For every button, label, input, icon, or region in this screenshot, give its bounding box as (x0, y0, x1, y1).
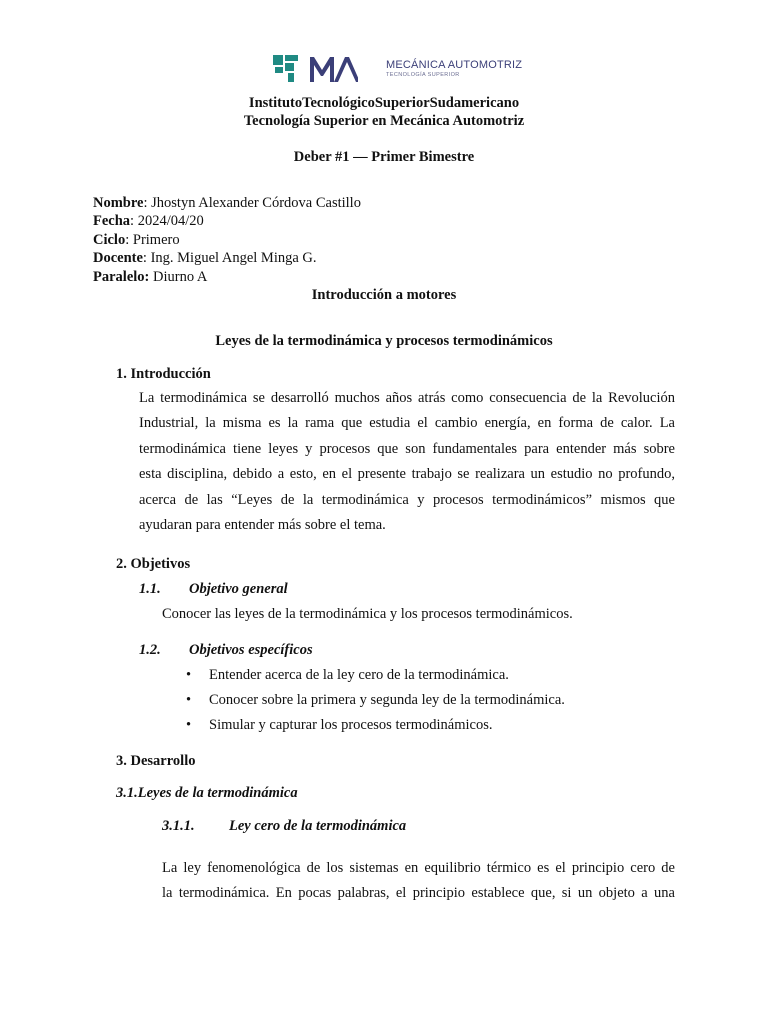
section-heading-desarrollo: 3. Desarrollo (116, 753, 196, 769)
section-heading-objetivos: 2. Objetivos (116, 556, 191, 572)
subheading-leyes-termodinamica: 3.1.Leyes de la termodinámica (116, 785, 298, 801)
list-item: • Simular y capturar los procesos termodinámicos. (186, 717, 493, 733)
subheading-ley-cero: 3.1.1. Ley cero de la termodinámica (162, 818, 407, 834)
ley-cero-paragraph: La ley fenomenológica de los sistemas en equilibrio térmico es el principio cero de la termodinámica. En pocas palabras, el principio establece que, si un objeto a una (162, 860, 675, 902)
intro-paragraph: La termodinámica se desarrolló muchos años atrás como consecuencia de la Revolución Industrial, la misma es la rama que estudia el cambio energía, en forma de calor. La termodinámica tiene leyes y procesos que son fundamentales para entender más sobre esta disciplina, debido a esto, en el presente trabajo se realizara un estudio no profundo, acerca de las “Leyes de la termodinámica y procesos termodinámicos” mismos que ayudaran para entender más sobre el tema. (139, 390, 675, 534)
info-name: Nombre: Jhostyn Alexander Córdova Castillo (93, 195, 361, 211)
objetivo-general-text: Conocer las leyes de la termodinámica y los procesos termodinámicos. (162, 606, 573, 622)
list-item: • Conocer sobre la primera y segunda ley de la termodinámica. (186, 692, 565, 708)
info-cycle: Ciclo: Primero (93, 232, 180, 248)
subheading-objetivos-especificos: 1.2. Objetivos específicos (139, 642, 313, 658)
info-parallel: Paralelo: Diurno A (93, 269, 208, 285)
section-heading-introduccion: 1. Introducción (116, 366, 211, 382)
institute-logo (272, 52, 523, 88)
list-item: • Entender acerca de la ley cero de la termodinámica. (186, 667, 509, 683)
logo-title: MECÁNICA AUTOMOTRIZ (386, 59, 523, 71)
institute-name: InstitutoTecnológicoSuperiorSudamericano (248, 95, 520, 111)
document-title: Leyes de la termodinámica y procesos termodinámicos (215, 333, 553, 349)
objetivos-especificos-list (186, 667, 565, 742)
info-teacher: Docente: Ing. Miguel Angel Minga G. (93, 250, 317, 266)
career-name: Tecnología Superior en Mecánica Automotriz (243, 113, 525, 129)
subheading-objetivo-general: 1.1. Objetivo general (139, 581, 288, 597)
info-date: Fecha: 2024/04/20 (93, 213, 204, 229)
logo-subtitle: TECNOLOGÍA SUPERIOR (386, 72, 460, 78)
subject-title: Introducción a motores (311, 287, 457, 303)
logo-mark-icon (272, 52, 358, 86)
assignment-title: Deber #1 — Primer Bimestre (293, 149, 475, 165)
